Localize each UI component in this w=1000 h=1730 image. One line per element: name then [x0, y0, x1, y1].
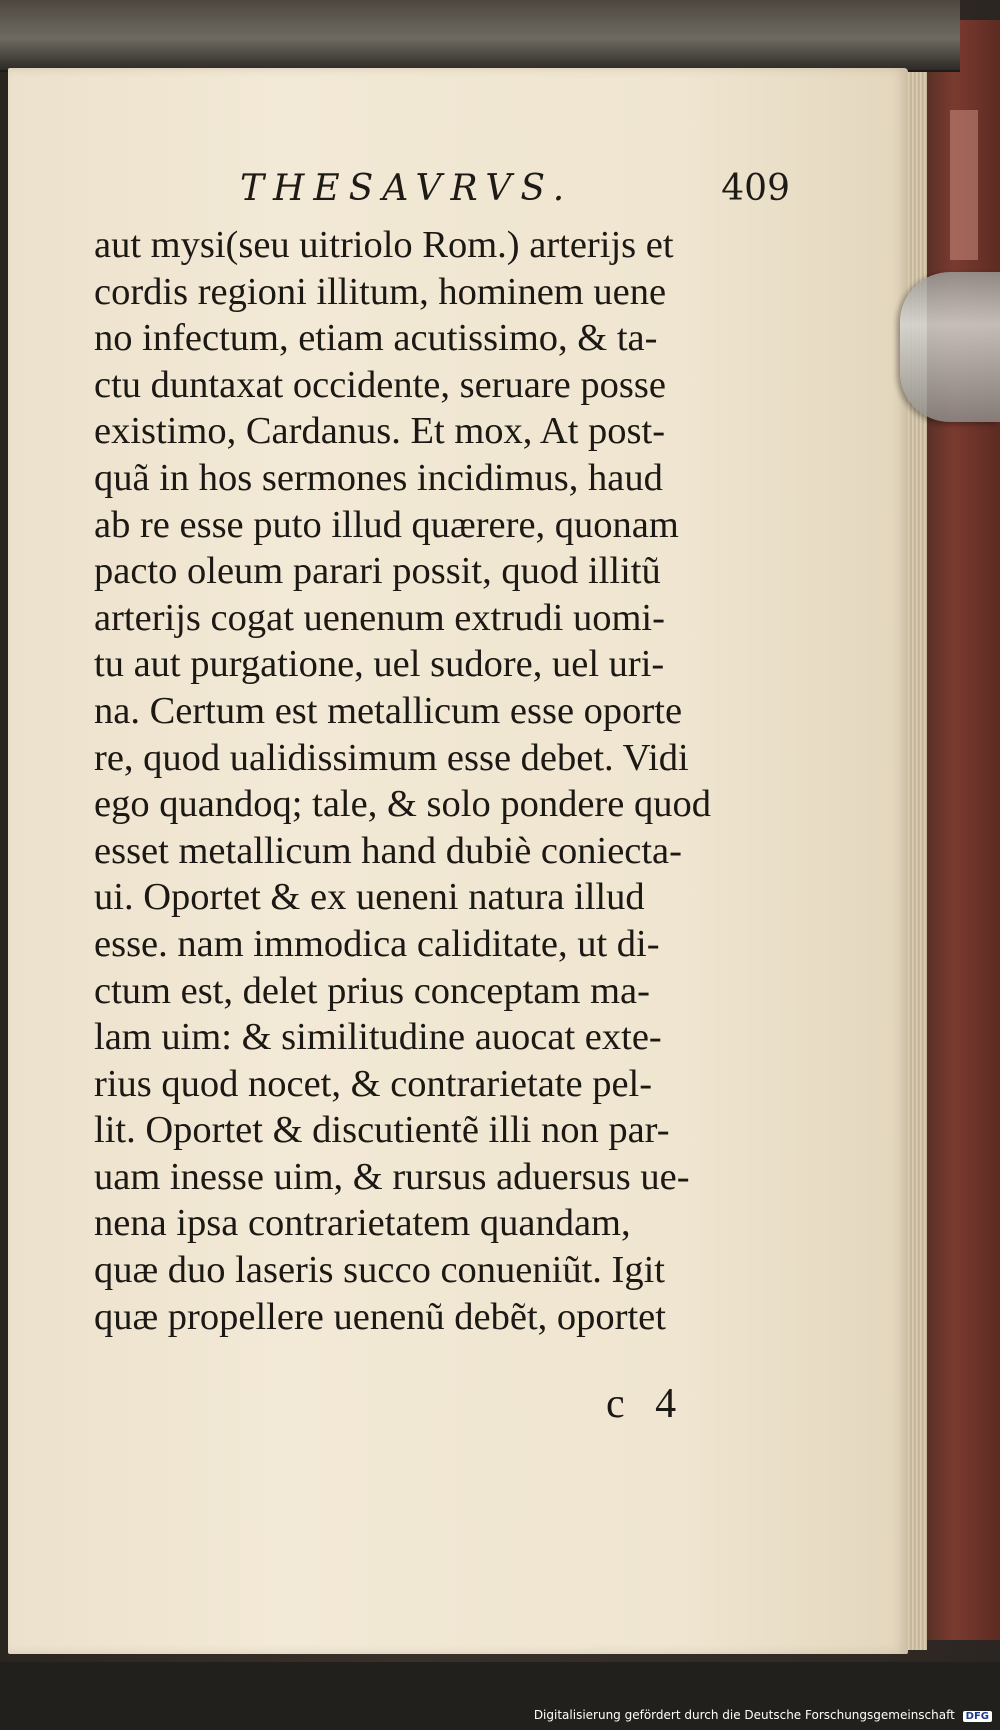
text-line: ctu duntaxat occidente, seruare posse — [94, 363, 666, 406]
text-line: re, quod ualidissimum esse debet. Vidi — [94, 736, 689, 779]
credit-text: Digitalisierung gefördert durch die Deutsche Forschungsgemeinschaft — [533, 1708, 955, 1722]
text-line: no infectum, etiam acutissimo, & ta- — [94, 317, 658, 360]
text-line: nena ipsa contrarietatem quandam, — [94, 1202, 631, 1245]
text-line: ui. Oportet & ex ueneni natura illud — [94, 876, 645, 919]
body-text — [94, 222, 774, 1340]
text-line: arterijs cogat uenenum extrudi uomi- — [94, 596, 665, 639]
running-head-title: THESAVRVS. — [240, 168, 574, 209]
text-line: na. Certum est metallicum esse oporte — [94, 689, 683, 732]
text-line: aut mysi(seu uitriolo Rom.) arterijs et — [94, 224, 674, 266]
text-line: ctum est, delet prius conceptam ma- — [94, 969, 650, 1012]
digitization-credit — [534, 1708, 992, 1722]
text-line: esse. nam immodica caliditate, ut di- — [94, 922, 660, 965]
dfg-logo: DFG — [963, 1711, 992, 1722]
text-line: tu aut purgatione, uel sudore, uel uri- — [94, 643, 665, 686]
text-line: existimo, Cardanus. Et mox, At post- — [94, 410, 666, 453]
text-line: ab re esse puto illud quærere, quonam — [94, 503, 679, 546]
page-number: 409 — [721, 168, 790, 209]
cover-label-strip — [950, 110, 978, 260]
text-line: pacto oleum parari possit, quod illitũ — [94, 550, 661, 593]
text-line: rius quod nocet, & contrarietate pel- — [94, 1062, 653, 1105]
text-line: ego quandoq; tale, & solo pondere quod — [94, 783, 711, 826]
text-line: quã in hos sermones incidimus, haud — [94, 456, 663, 499]
text-line: quæ duo laseris succo conueniũt. Igit — [94, 1249, 665, 1292]
text-line: lit. Oportet & discutientẽ illi non par- — [94, 1109, 670, 1152]
running-head — [60, 168, 790, 218]
text-line: quæ propellere uenenũ debẽt, oportet — [94, 1295, 666, 1338]
text-line: lam uim: & similitudine auocat exte- — [94, 1016, 662, 1059]
signature-mark: c 4 — [606, 1381, 677, 1427]
book-cover-edge — [915, 20, 1000, 1640]
book-top-edge — [0, 0, 960, 72]
text-line: uam inesse uim, & rursus aduersus ue- — [94, 1155, 690, 1198]
page-holder-clip — [900, 272, 1000, 422]
text-line: cordis regioni illitum, hominem uene — [94, 270, 667, 313]
text-line: esset metallicum hand dubiè coniecta- — [94, 829, 682, 872]
